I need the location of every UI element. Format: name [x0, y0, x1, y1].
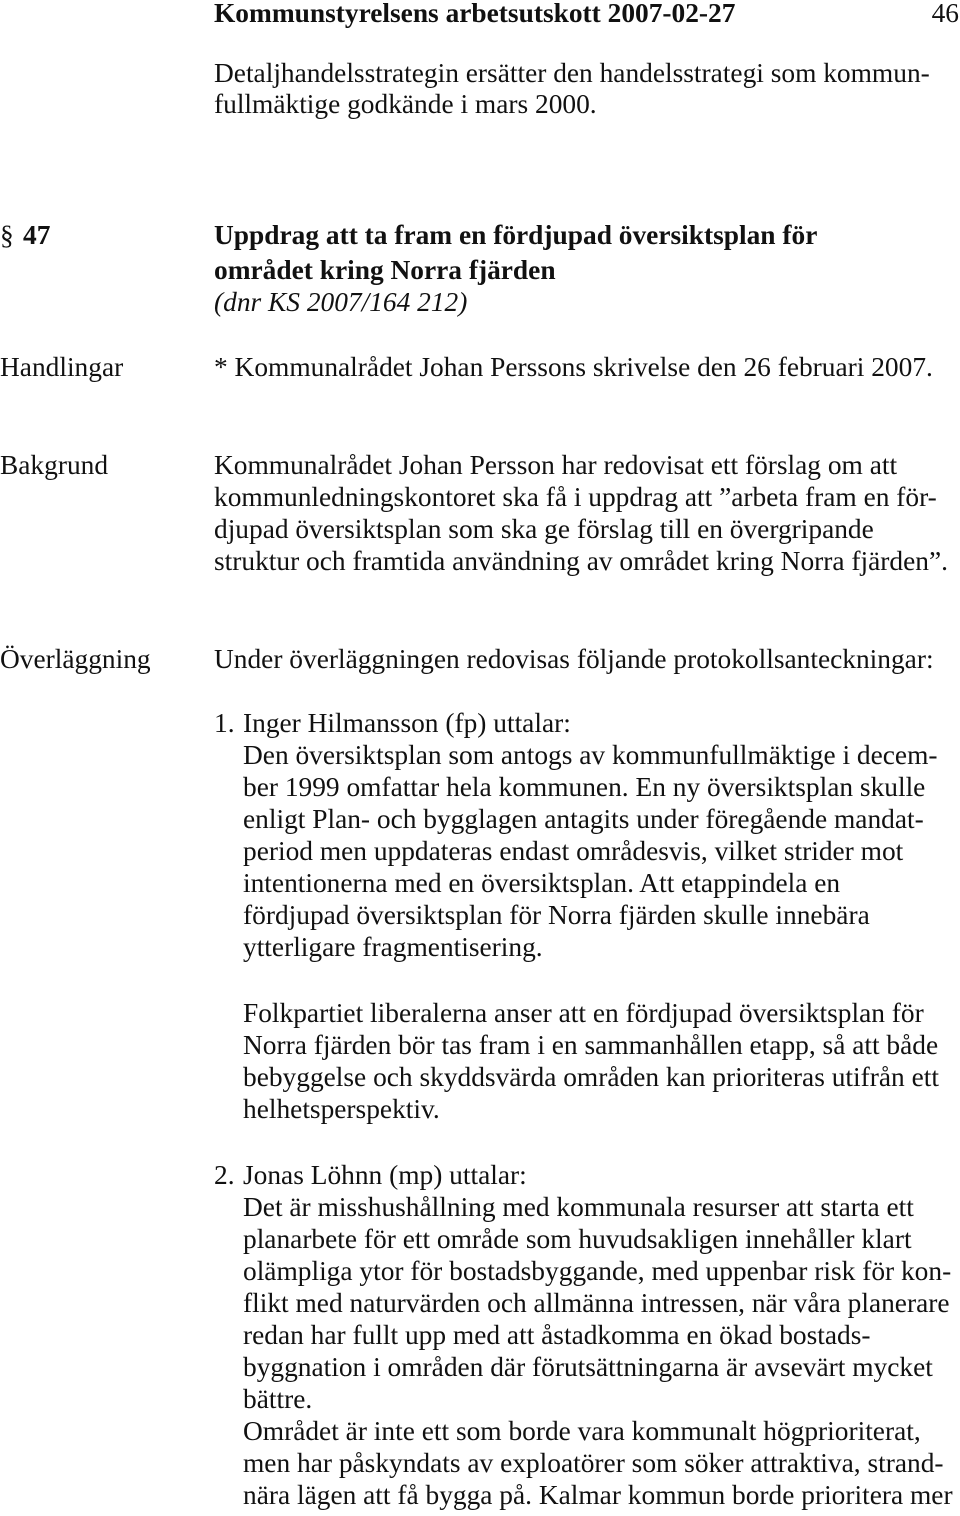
statement-line: redan har fullt upp med att åstadkomma en ökad bostads- [243, 1320, 871, 1350]
statement-line: ber 1999 omfattar hela kommunen. En ny översiktsplan skulle [243, 772, 926, 802]
statement-line: planarbete för ett område som huvudsakligen innehåller klart [243, 1224, 912, 1254]
bakgrund-label: Bakgrund [0, 450, 109, 480]
statement-line: helhetsperspektiv. [243, 1094, 440, 1124]
handlingar-text: * Kommunalrådet Johan Perssons skrivelse den 26 februari 2007. [214, 352, 933, 382]
statement-line: fördjupad översiktsplan för Norra fjärden skulle innebära [243, 900, 870, 930]
section-symbol: § [0, 220, 14, 250]
statement-line: bebyggelse och skyddsvärda områden kan prioriteras utifrån ett [243, 1062, 939, 1092]
statement-line: ytterligare fragmentisering. [243, 932, 543, 962]
item-number: 2. [214, 1160, 235, 1190]
overlaggning-intro: Under överläggningen redovisas följande protokollsanteckningar: [214, 644, 934, 674]
statement-line: Norra fjärden bör tas fram i en sammanhållen etapp, så att både [243, 1030, 939, 1060]
bakgrund-line: struktur och framtida användning av området kring Norra fjärden”. [214, 546, 948, 576]
statement-line: byggnation i områden där förutsättningarna är avsevärt mycket [243, 1352, 933, 1382]
statement-line: olämpliga ytor för bostadsbyggande, med uppenbar risk för kon- [243, 1256, 952, 1286]
statement-line: men har påskyndats av exploatörer som söker attraktiva, strand- [243, 1448, 944, 1478]
page-number: 46 [931, 0, 959, 28]
bakgrund-line: Kommunalrådet Johan Persson har redovisat ett förslag om att [214, 450, 898, 480]
bakgrund-line: djupad översiktsplan som ska ge förslag till en övergripande [214, 514, 874, 544]
section-title-line: området kring Norra fjärden [214, 255, 556, 285]
statement-line: period men uppdateras endast områdesvis, vilket strider mot [243, 836, 904, 866]
page-header-title: Kommunstyrelsens arbetsutskott 2007-02-27 [214, 0, 736, 28]
statement-line: Det är misshushållning med kommunala resurser att starta ett [243, 1192, 914, 1222]
statement-line: intentionerna med en översiktsplan. Att etappindela en [243, 868, 841, 898]
section-reference: (dnr KS 2007/164 212) [214, 287, 468, 317]
statement-line: nära lägen att få bygga på. Kalmar kommun borde prioritera mer [243, 1480, 953, 1510]
handlingar-label: Handlingar [0, 352, 124, 382]
section-number: 47 [23, 220, 51, 250]
statement-line: Området är inte ett som borde vara kommunalt högprioriterat, [243, 1416, 921, 1446]
intro-line: fullmäktige godkände i mars 2000. [214, 89, 597, 119]
statement-line: flikt med naturvärden och allmänna intressen, när våra planerare [243, 1288, 950, 1318]
statement-line: bättre. [243, 1384, 313, 1414]
item-speaker: Jonas Löhnn (mp) uttalar: [243, 1160, 527, 1190]
bakgrund-line: kommunledningskontoret ska få i uppdrag att ”arbeta fram en för- [214, 482, 937, 512]
intro-line: Detaljhandelsstrategin ersätter den handelsstrategi som kommun- [214, 58, 930, 88]
overlaggning-label: Överläggning [0, 644, 151, 674]
item-speaker: Inger Hilmansson (fp) uttalar: [243, 708, 571, 738]
statement-line: enligt Plan- och bygglagen antagits under föregående mandat- [243, 804, 924, 834]
statement-line: Den översiktsplan som antogs av kommunfullmäktige i decem- [243, 740, 938, 770]
item-number: 1. [214, 708, 235, 738]
section-title-line: Uppdrag att ta fram en fördjupad översiktsplan för [214, 220, 818, 250]
statement-line: Folkpartiet liberalerna anser att en fördjupad översiktsplan för [243, 998, 924, 1028]
